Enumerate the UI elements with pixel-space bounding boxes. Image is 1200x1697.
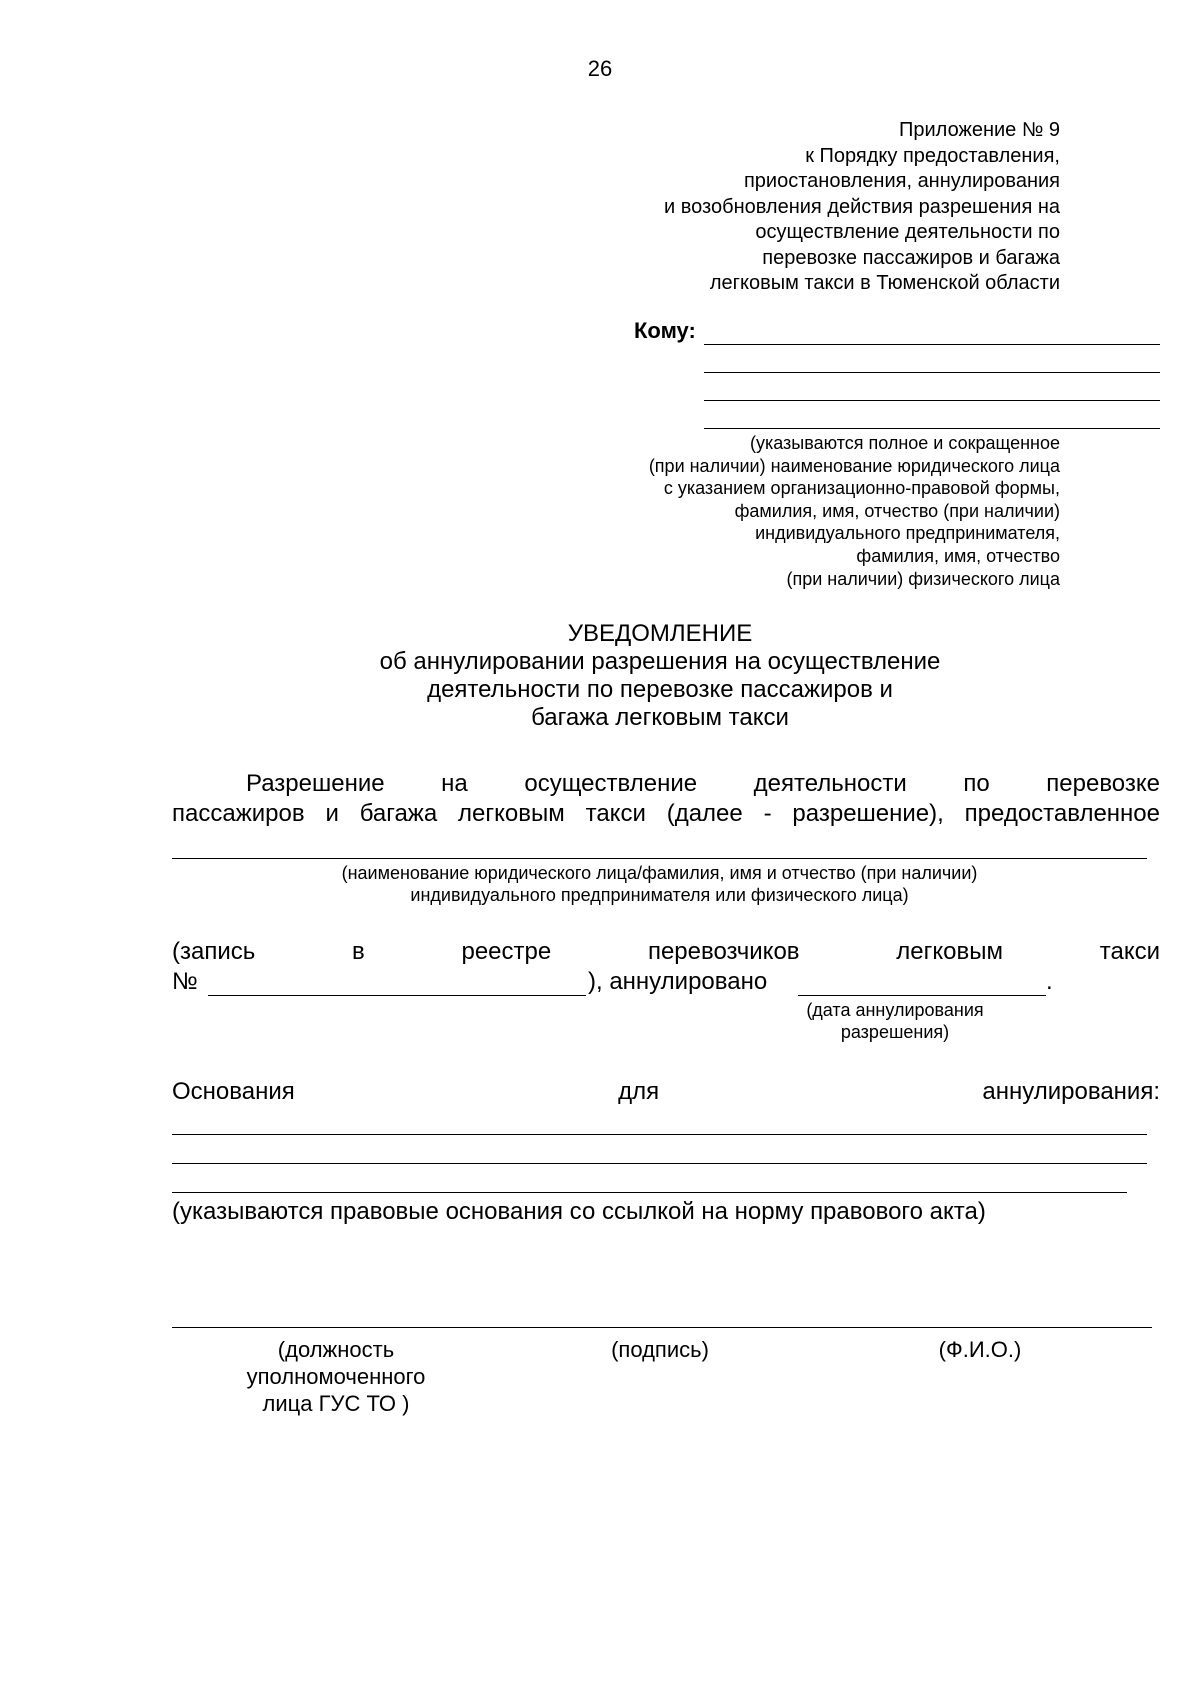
annulment-date-line	[798, 995, 1046, 996]
position-line: уполномоченного	[246, 1364, 426, 1389]
document-title	[0, 620, 1200, 732]
recipient-note-line: с указанием организационно-правовой формы,	[663, 478, 1060, 499]
appendix-header	[500, 118, 1060, 297]
period: .	[1046, 968, 1053, 995]
recipient-line	[704, 400, 1160, 401]
date-note-line: разрешения)	[840, 1022, 950, 1042]
recipient-note-line: (при наличии) наименование юридического лица	[648, 455, 1060, 476]
permit-holder-note	[172, 862, 1147, 906]
permit-note-line: индивидуального предпринимателя или физического лица)	[410, 885, 909, 905]
recipient-line	[704, 344, 1160, 345]
grounds-line	[172, 1134, 1147, 1135]
recipient-line	[704, 372, 1160, 373]
appendix-line: к Порядку предоставления,	[805, 144, 1060, 167]
recipient-label: Кому:	[634, 318, 696, 343]
annulment-date-note	[770, 999, 1020, 1043]
grounds-label: Основания для аннулирования:	[172, 1078, 1160, 1105]
recipient-note-line: индивидуального предпринимателя,	[755, 523, 1060, 544]
date-note-line: (дата аннулирования	[806, 1000, 984, 1020]
appendix-line: осуществление деятельности по	[755, 221, 1060, 243]
recipient-line	[704, 428, 1160, 429]
recipient-note-line: фамилия, имя, отчество	[856, 545, 1060, 566]
grounds-note: (указываются правовые основания со ссылкой на норму правового акта)	[172, 1198, 986, 1225]
recipient-note-line: (при наличии) физического лица	[786, 568, 1060, 589]
full-name-label: (Ф.И.О.)	[938, 1337, 1022, 1362]
registry-text-line1: (запись в реестре перевозчиков легковым такси	[172, 938, 1160, 965]
recipient-note-line: (указываются полное и сокращенное	[749, 433, 1060, 453]
page-number: 26	[587, 56, 613, 81]
signature-label: (подпись)	[611, 1337, 709, 1362]
appendix-line: легковым такси в Тюменской области	[709, 272, 1060, 294]
title-line: деятельности по перевозке пассажиров и	[427, 676, 893, 703]
permit-text-line1: Разрешение на осуществление деятельности по перевозке	[246, 770, 1160, 797]
appendix-line: и возобновления действия разрешения на	[664, 195, 1060, 218]
permit-text-line2: пассажиров и багажа легковым такси (далее - разрешение), предоставленное	[172, 800, 1160, 827]
grounds-line	[172, 1192, 1127, 1193]
official-position-label	[206, 1336, 466, 1417]
grounds-line	[172, 1163, 1147, 1164]
number-sign: №	[172, 968, 198, 995]
appendix-line: Приложение № 9	[899, 119, 1060, 141]
appendix-line: перевозке пассажиров и багажа	[762, 246, 1060, 269]
title-line: багажа легковым такси	[531, 704, 789, 731]
recipient-note	[500, 432, 1060, 590]
title-line: об аннулировании разрешения на осуществление	[379, 648, 941, 675]
position-line: (должность	[277, 1337, 395, 1362]
title-heading: УВЕДОМЛЕНИЕ	[567, 620, 753, 647]
registry-number-line	[208, 995, 586, 996]
position-line: лица ГУС ТО )	[262, 1391, 410, 1416]
permit-holder-line	[172, 858, 1147, 859]
appendix-line: приостановления, аннулирования	[743, 170, 1060, 192]
permit-note-line: (наименование юридического лица/фамилия, имя и отчество (при наличии)	[341, 863, 978, 883]
recipient-note-line: фамилия, имя, отчество (при наличии)	[734, 500, 1060, 521]
signature-line	[172, 1327, 1152, 1328]
annulled-text: ), аннулировано	[588, 968, 768, 995]
